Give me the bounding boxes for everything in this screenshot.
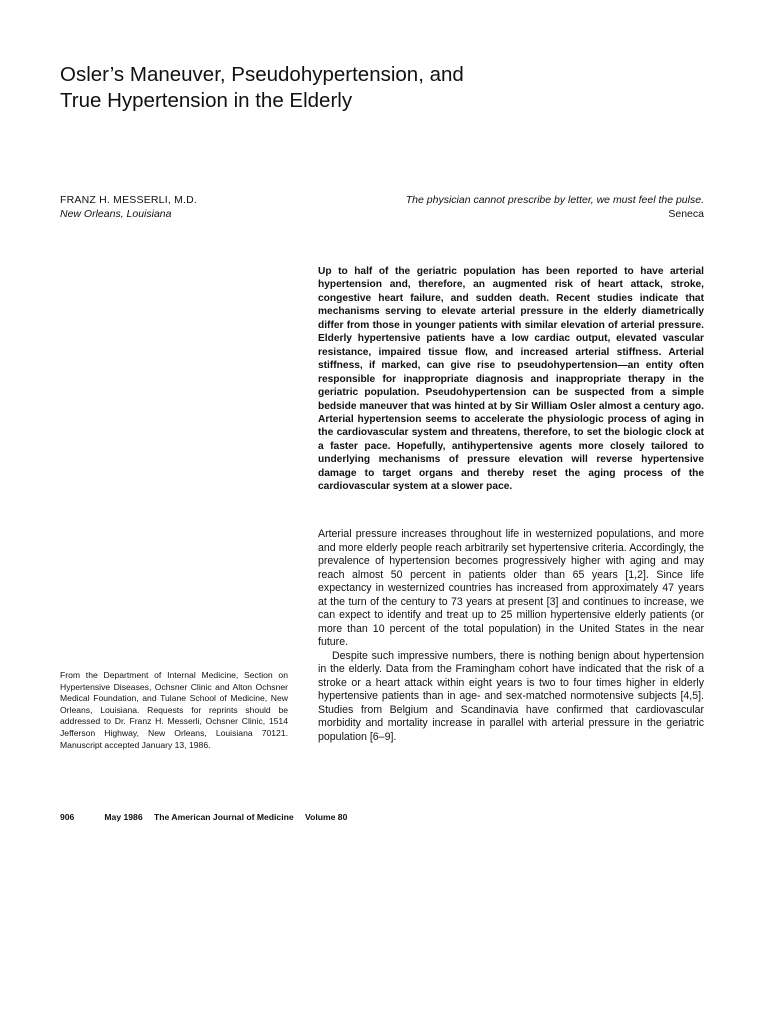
affiliation-note: From the Department of Internal Medicine, Section on Hypertensive Diseases, Ochsner Clinic and Alton Ochsner Medical Foundation, and Tulane School of Medicine, New Orleans, Louisiana. Requests for reprints should be addressed to Dr. Franz H. Messerli, Ochsner Clinic, 1514 Jefferson Highway, New Orleans, Louisiana 70121. Manuscript accepted January 13, 1986. <box>60 670 288 750</box>
journal-name: The American Journal of Medicine <box>154 812 294 822</box>
title-line-1: Osler’s Maneuver, Pseudohypertension, and <box>60 63 464 86</box>
issue-date: May 1986 <box>104 812 143 822</box>
author-block <box>60 193 320 221</box>
abstract: Up to half of the geriatric population has been reported to have arterial hypertension and, therefore, an augmented risk of heart attack, stroke, congestive heart failure, and sudden death. Recent studies indicate that mechanisms serving to elevate arterial pressure in the elderly diametrically differ from those in younger patients with similar elevation of arterial pressure. Elderly hypertensive patients have a low cardiac output, elevated vascular resistance, impaired tissue flow, and increased arterial stiffness. Arterial stiffness, if marked, can give rise to pseudohypertension—an entity often responsible for inappropriate diagnosis and inappropriate therapy in the geriatric population. Pseudohypertension can be suspected from a simple bedside maneuver that was hinted at by Sir William Osler almost a century ago. Arterial hypertension seems to accelerate the physiologic process of aging in the cardiovascular system and threatens, therefore, to set the biologic clock at a faster pace. Hopefully, antihypertensive agents more closely tailored to underlying mechanisms of pressure elevation will reverse hypertensive damage to target organs and thereby reset the aging process of the cardiovascular system at a slower pace. <box>318 266 704 493</box>
title-line-2: True Hypertension in the Elderly <box>60 89 353 112</box>
body-text <box>318 528 704 744</box>
page-footer <box>60 811 560 823</box>
epigraph-quote: The physician cannot prescribe by letter, we must feel the pulse. <box>405 194 704 206</box>
epigraph-source: Seneca <box>668 208 704 220</box>
body-paragraph-1: Arterial pressure increases throughout life in westernized populations, and more and more elderly people reach arbitrarily set hypertensive criteria. Accordingly, the prevalence of hypertension becomes progressively higher with aging and may reach almost 50 percent in patients older than 65 years [1,2]. Since life expectancy in westernized countries has increased from approximately 47 years at the turn of the century to 73 years at present [3] and continues to increase, we can expect to identify and treat up to 25 million hypertensive elderly patients (or more than 10 percent of the total population) in the United States in the near future. <box>318 528 704 648</box>
page-number: 906 <box>60 812 75 822</box>
volume-number: Volume 80 <box>305 812 348 822</box>
author-location: New Orleans, Louisiana <box>60 208 172 220</box>
body-paragraph-2: Despite such impressive numbers, there is nothing benign about hypertension in the elderly. Data from the Framingham cohort have indicated that the risk of a stroke or a heart attack within eight years is two to four times higher in elderly hypertensive patients than in age- and sex-matched normotensive subjects [4,5]. Studies from Belgium and Scandinavia have confirmed that cardiovascular morbidity and mortality increase in parallel with arterial pressure in the geriatric population [6–9]. <box>318 649 704 743</box>
author-name: FRANZ H. MESSERLI, M.D. <box>60 194 198 206</box>
article-title <box>60 62 660 114</box>
epigraph <box>318 193 704 221</box>
